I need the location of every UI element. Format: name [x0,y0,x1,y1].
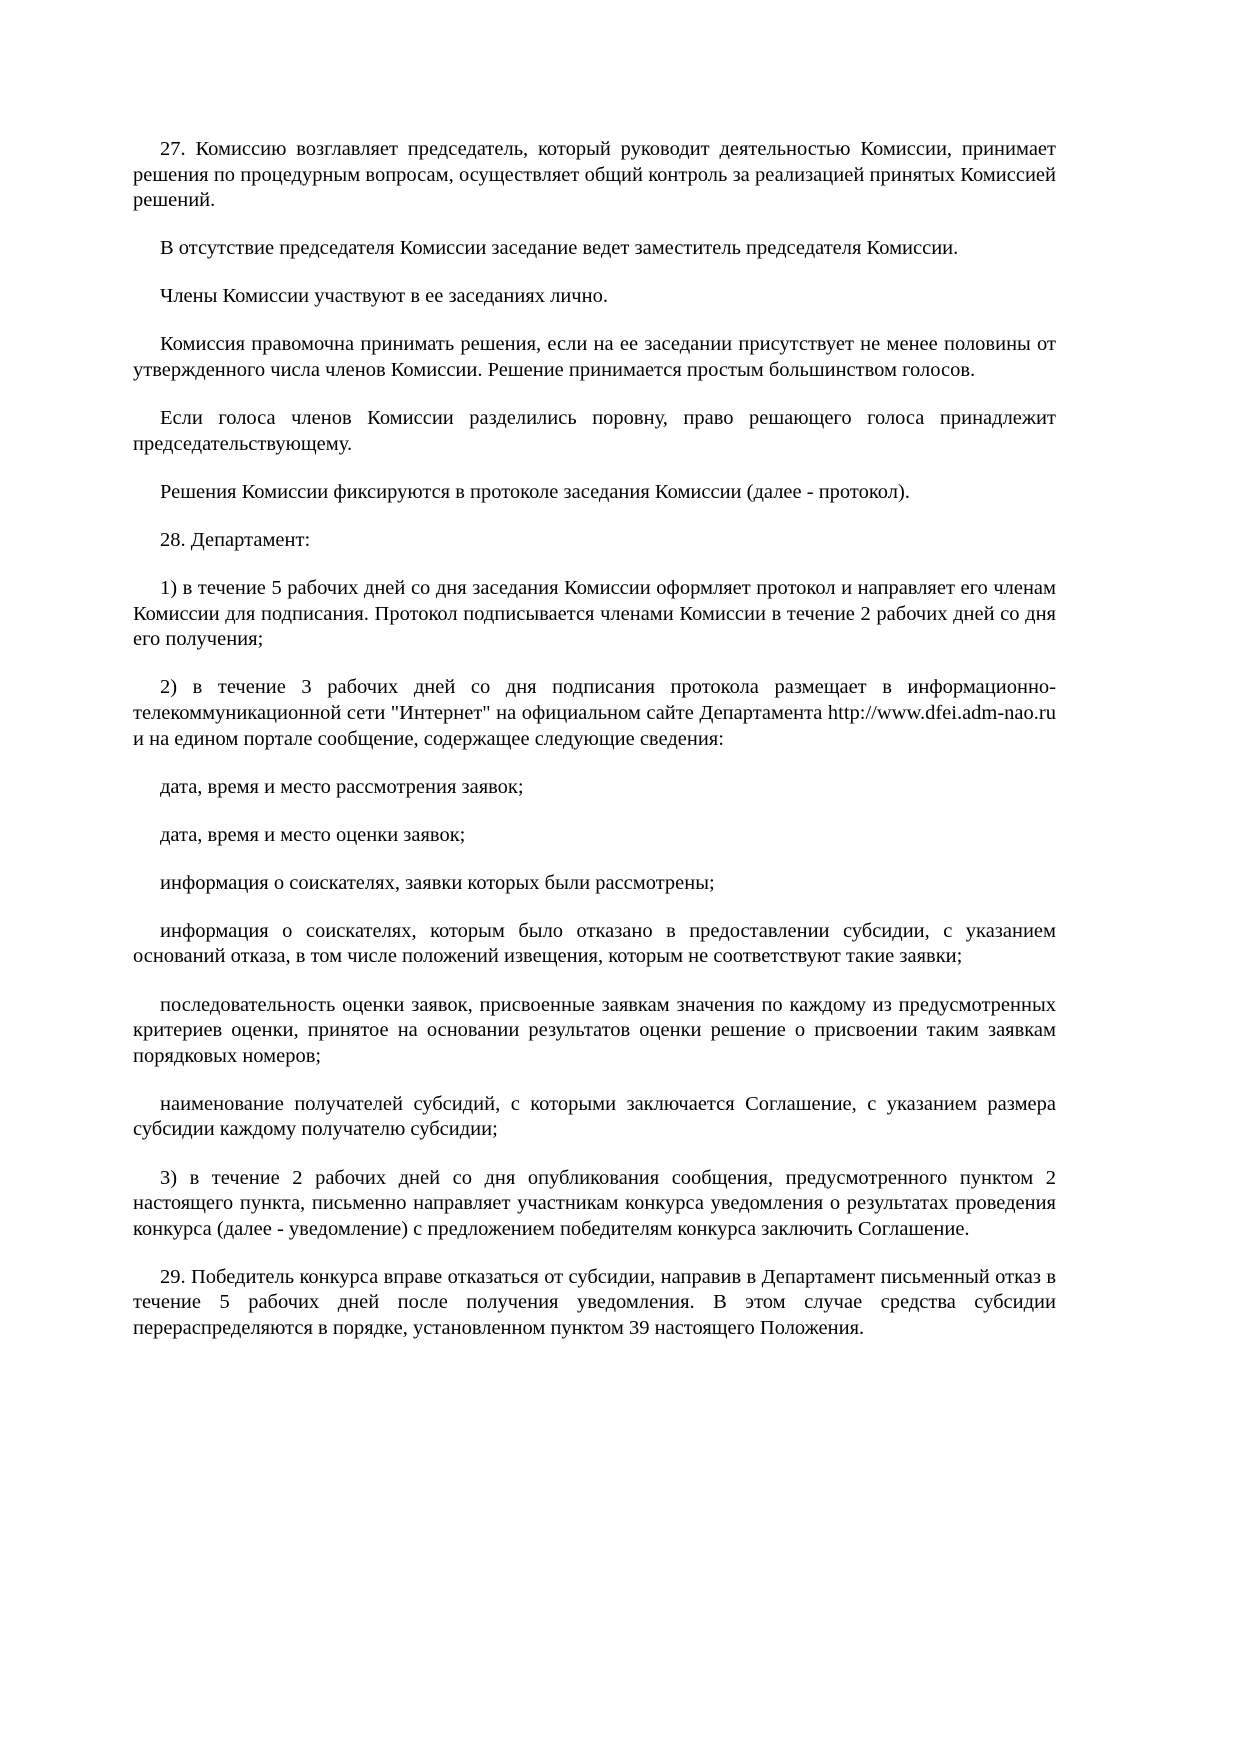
paragraph: Если голоса членов Комиссии разделились поровну, право решающего голоса принадлежит председательствующему. [133,407,1056,455]
paragraph: Решения Комиссии фиксируются в протоколе заседания Комиссии (далее - протокол). [160,480,910,503]
list-item: 1) в течение 5 рабочих дней со дня заседания Комиссии оформляет протокол и направляет его членам Комиссии для подписания. Протокол подписывается членами Комиссии в течение 2 рабочих дней со дня его получения; [133,577,1056,651]
list-item: дата, время и место рассмотрения заявок; [160,775,524,798]
paragraph-29: 29. Победитель конкурса вправе отказаться от субсидии, направив в Департамент письменный отказ в течение 5 рабочих дней после получения уведомления. В этом случае средства субсидии перераспределяются в порядке, установленном пунктом 39 настоящего Положения. [133,1265,1056,1339]
paragraph-28: 28. Департамент: [160,528,311,551]
list-item: 2) в течение 3 рабочих дней со дня подписания протокола размещает в информационно-телекоммуникационной сети "Интернет" на официальном сайте Департамента http://www.dfei.adm-nao.ru и на едином портале сообщение, содержащее следующие сведения: [133,676,1056,750]
list-item: дата, время и место оценки заявок; [160,823,466,846]
paragraph-27: 27. Комиссию возглавляет председатель, который руководит деятельностью Комиссии, принимает решения по процедурным вопросам, осуществляет общий контроль за реализацией принятых Комиссией решений. [133,138,1056,212]
list-item: последовательность оценки заявок, присвоенные заявкам значения по каждому из предусмотренных критериев оценки, принятое на основании результатов оценки решение о присвоении таким заявкам порядковых номеров; [133,993,1056,1067]
list-item: наименование получателей субсидий, с которыми заключается Соглашение, с указанием размера субсидии каждому получателю субсидии; [133,1092,1056,1141]
list-item: информация о соискателях, заявки которых были рассмотрены; [160,871,715,894]
document-page [133,137,1056,1364]
paragraph: В отсутствие председателя Комиссии заседание ведет заместитель председателя Комиссии. [160,237,959,260]
list-item: информация о соискателях, которым было отказано в предоставлении субсидии, с указанием оснований отказа, в том числе положений извещения, которым не соответствуют такие заявки; [133,919,1056,968]
paragraph: Члены Комиссии участвуют в ее заседаниях лично. [160,285,608,308]
paragraph: Комиссия правомочна принимать решения, если на ее заседании присутствует не менее половины от утвержденного числа членов Комиссии. Решение принимается простым большинством голосов. [133,333,1056,382]
list-item: 3) в течение 2 рабочих дней со дня опубликования сообщения, предусмотренного пунктом 2 настоящего пункта, письменно направляет участникам конкурса уведомления о результатах проведения конкурса (далее - уведомление) с предложением победителям конкурса заключить Соглашение. [133,1166,1056,1240]
